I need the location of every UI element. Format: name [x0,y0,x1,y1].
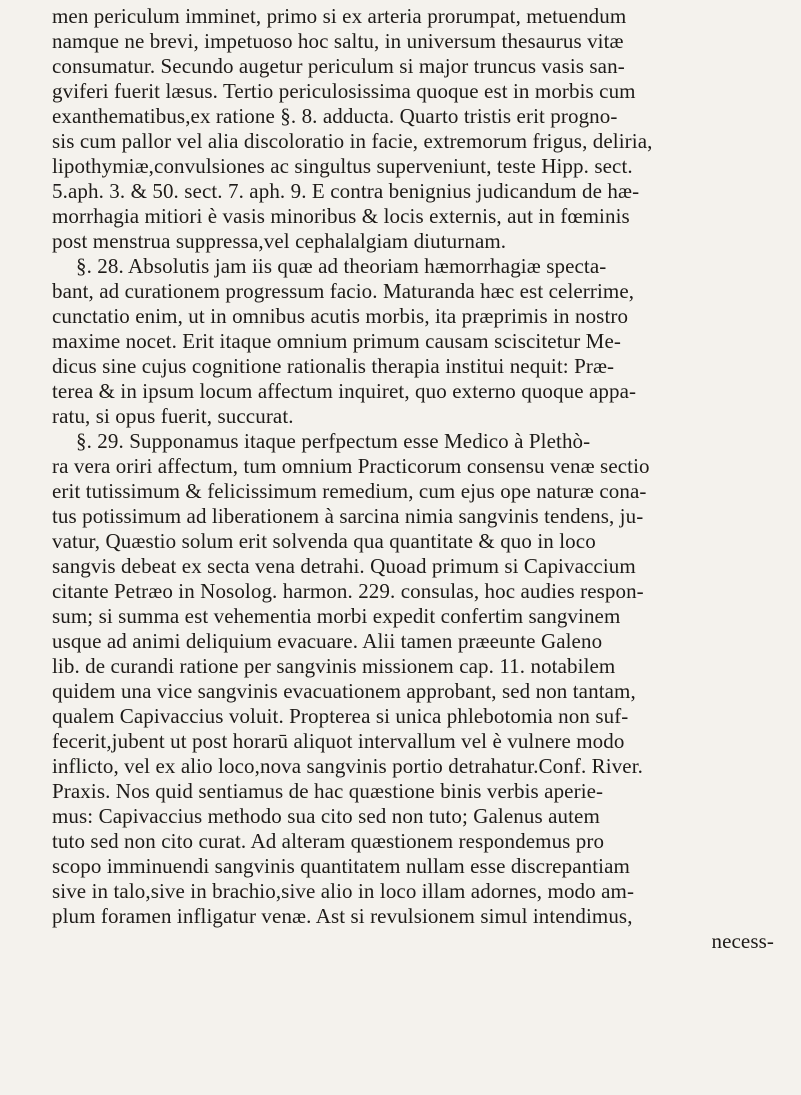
text-line: ratu, si opus fuerit, succurat. [52,404,294,428]
text-line: Praxis. Nos quid sentiamus de hac quæstione binis verbis aperie- [52,779,604,803]
page-text [52,4,782,954]
text-line: citante Petræo in Nosolog. harmon. 229. consulas, hoc audies respon- [52,579,644,603]
text-line: dicus sine cujus cognitione rationalis therapia institui nequit: Præ- [52,354,615,378]
text-line: erit tutissimum & felicissimum remedium, cum ejus ope naturæ cona- [52,479,647,503]
text-line: vatur, Quæstio solum erit solvenda qua quantitate & quo in loco [52,529,596,553]
text-line: namque ne brevi, impetuoso hoc saltu, in universum thesaurus vitæ [52,29,624,53]
text-line: tus potissimum ad liberationem à sarcina nimia sangvinis tendens, ju- [52,504,644,528]
section-29-start: §. 29. Supponamus itaque perfpectum esse Medico à Plethò- [76,429,591,453]
text-line: post menstrua suppressa,vel cephalalgiam diuturnam. [52,229,507,253]
text-line: gviferi fuerit læsus. Tertio periculosissima quoque est in morbis cum [52,79,636,103]
text-line: scopo imminuendi sangvinis quantitatem nullam esse discrepantiam [52,854,630,878]
text-line: fecerit,jubent ut post horarū aliquot intervallum vel è vulnere modo [52,729,625,753]
text-line: mus: Capivaccius methodo sua cito sed non tuto; Galenus autem [52,804,600,828]
text-line: ra vera oriri affectum, tum omnium Practicorum consensu venæ sectio [52,454,650,478]
text-line: 5.aph. 3. & 50. sect. 7. aph. 9. E contra benignius judicandum de hæ- [52,179,640,203]
text-line: tuto sed non cito curat. Ad alteram quæstionem respondemus pro [52,829,605,853]
text-line: bant, ad curationem progressum facio. Maturanda hæc est celerrime, [52,279,635,303]
catchword: necess- [711,929,774,953]
text-line: qualem Capivaccius voluit. Propterea si unica phlebotomia non suf- [52,704,629,728]
text-line: terea & in ipsum locum affectum inquiret, quo externo quoque appa- [52,379,637,403]
text-line: usque ad animi deliquium evacuare. Alii tamen præeunte Galeno [52,629,603,653]
text-line: sis cum pallor vel alia discoloratio in facie, extremorum frigus, deliria, [52,129,653,153]
text-line: cunctatio enim, ut in omnibus acutis morbis, ita præprimis in nostro [52,304,629,328]
text-line: sive in talo,sive in brachio,sive alio in loco illam adornes, modo am- [52,879,635,903]
text-line: sum; si summa est vehementia morbi expedit confertim sangvinem [52,604,621,628]
text-line: lipothymiæ,convulsiones ac singultus superveniunt, teste Hipp. sect. [52,154,633,178]
text-line: men periculum imminet, primo si ex arteria prorumpat, metuendum [52,4,627,28]
text-line: quidem una vice sangvinis evacuationem approbant, sed non tantam, [52,679,636,703]
section-28-start: §. 28. Absolutis jam iis quæ ad theoriam hæmorrhagiæ specta- [76,254,607,278]
text-line: morrhagia mitiori è vasis minoribus & locis externis, aut in fœminis [52,204,630,228]
text-line: sangvis debeat ex secta vena detrahi. Quoad primum si Capivaccium [52,554,636,578]
text-line: lib. de curandi ratione per sangvinis missionem cap. 11. notabilem [52,654,616,678]
text-line: consumatur. Secundo augetur periculum si major truncus vasis san- [52,54,625,78]
text-line: maxime nocet. Erit itaque omnium primum causam sciscitetur Me- [52,329,621,353]
text-line: plum foramen infligatur venæ. Ast si revulsionem simul intendimus, [52,904,633,928]
text-line: exanthematibus,ex ratione §. 8. adducta. Quarto tristis erit progno- [52,104,618,128]
text-line: inflicto, vel ex alio loco,nova sangvinis portio detrahatur.Conf. River. [52,754,643,778]
